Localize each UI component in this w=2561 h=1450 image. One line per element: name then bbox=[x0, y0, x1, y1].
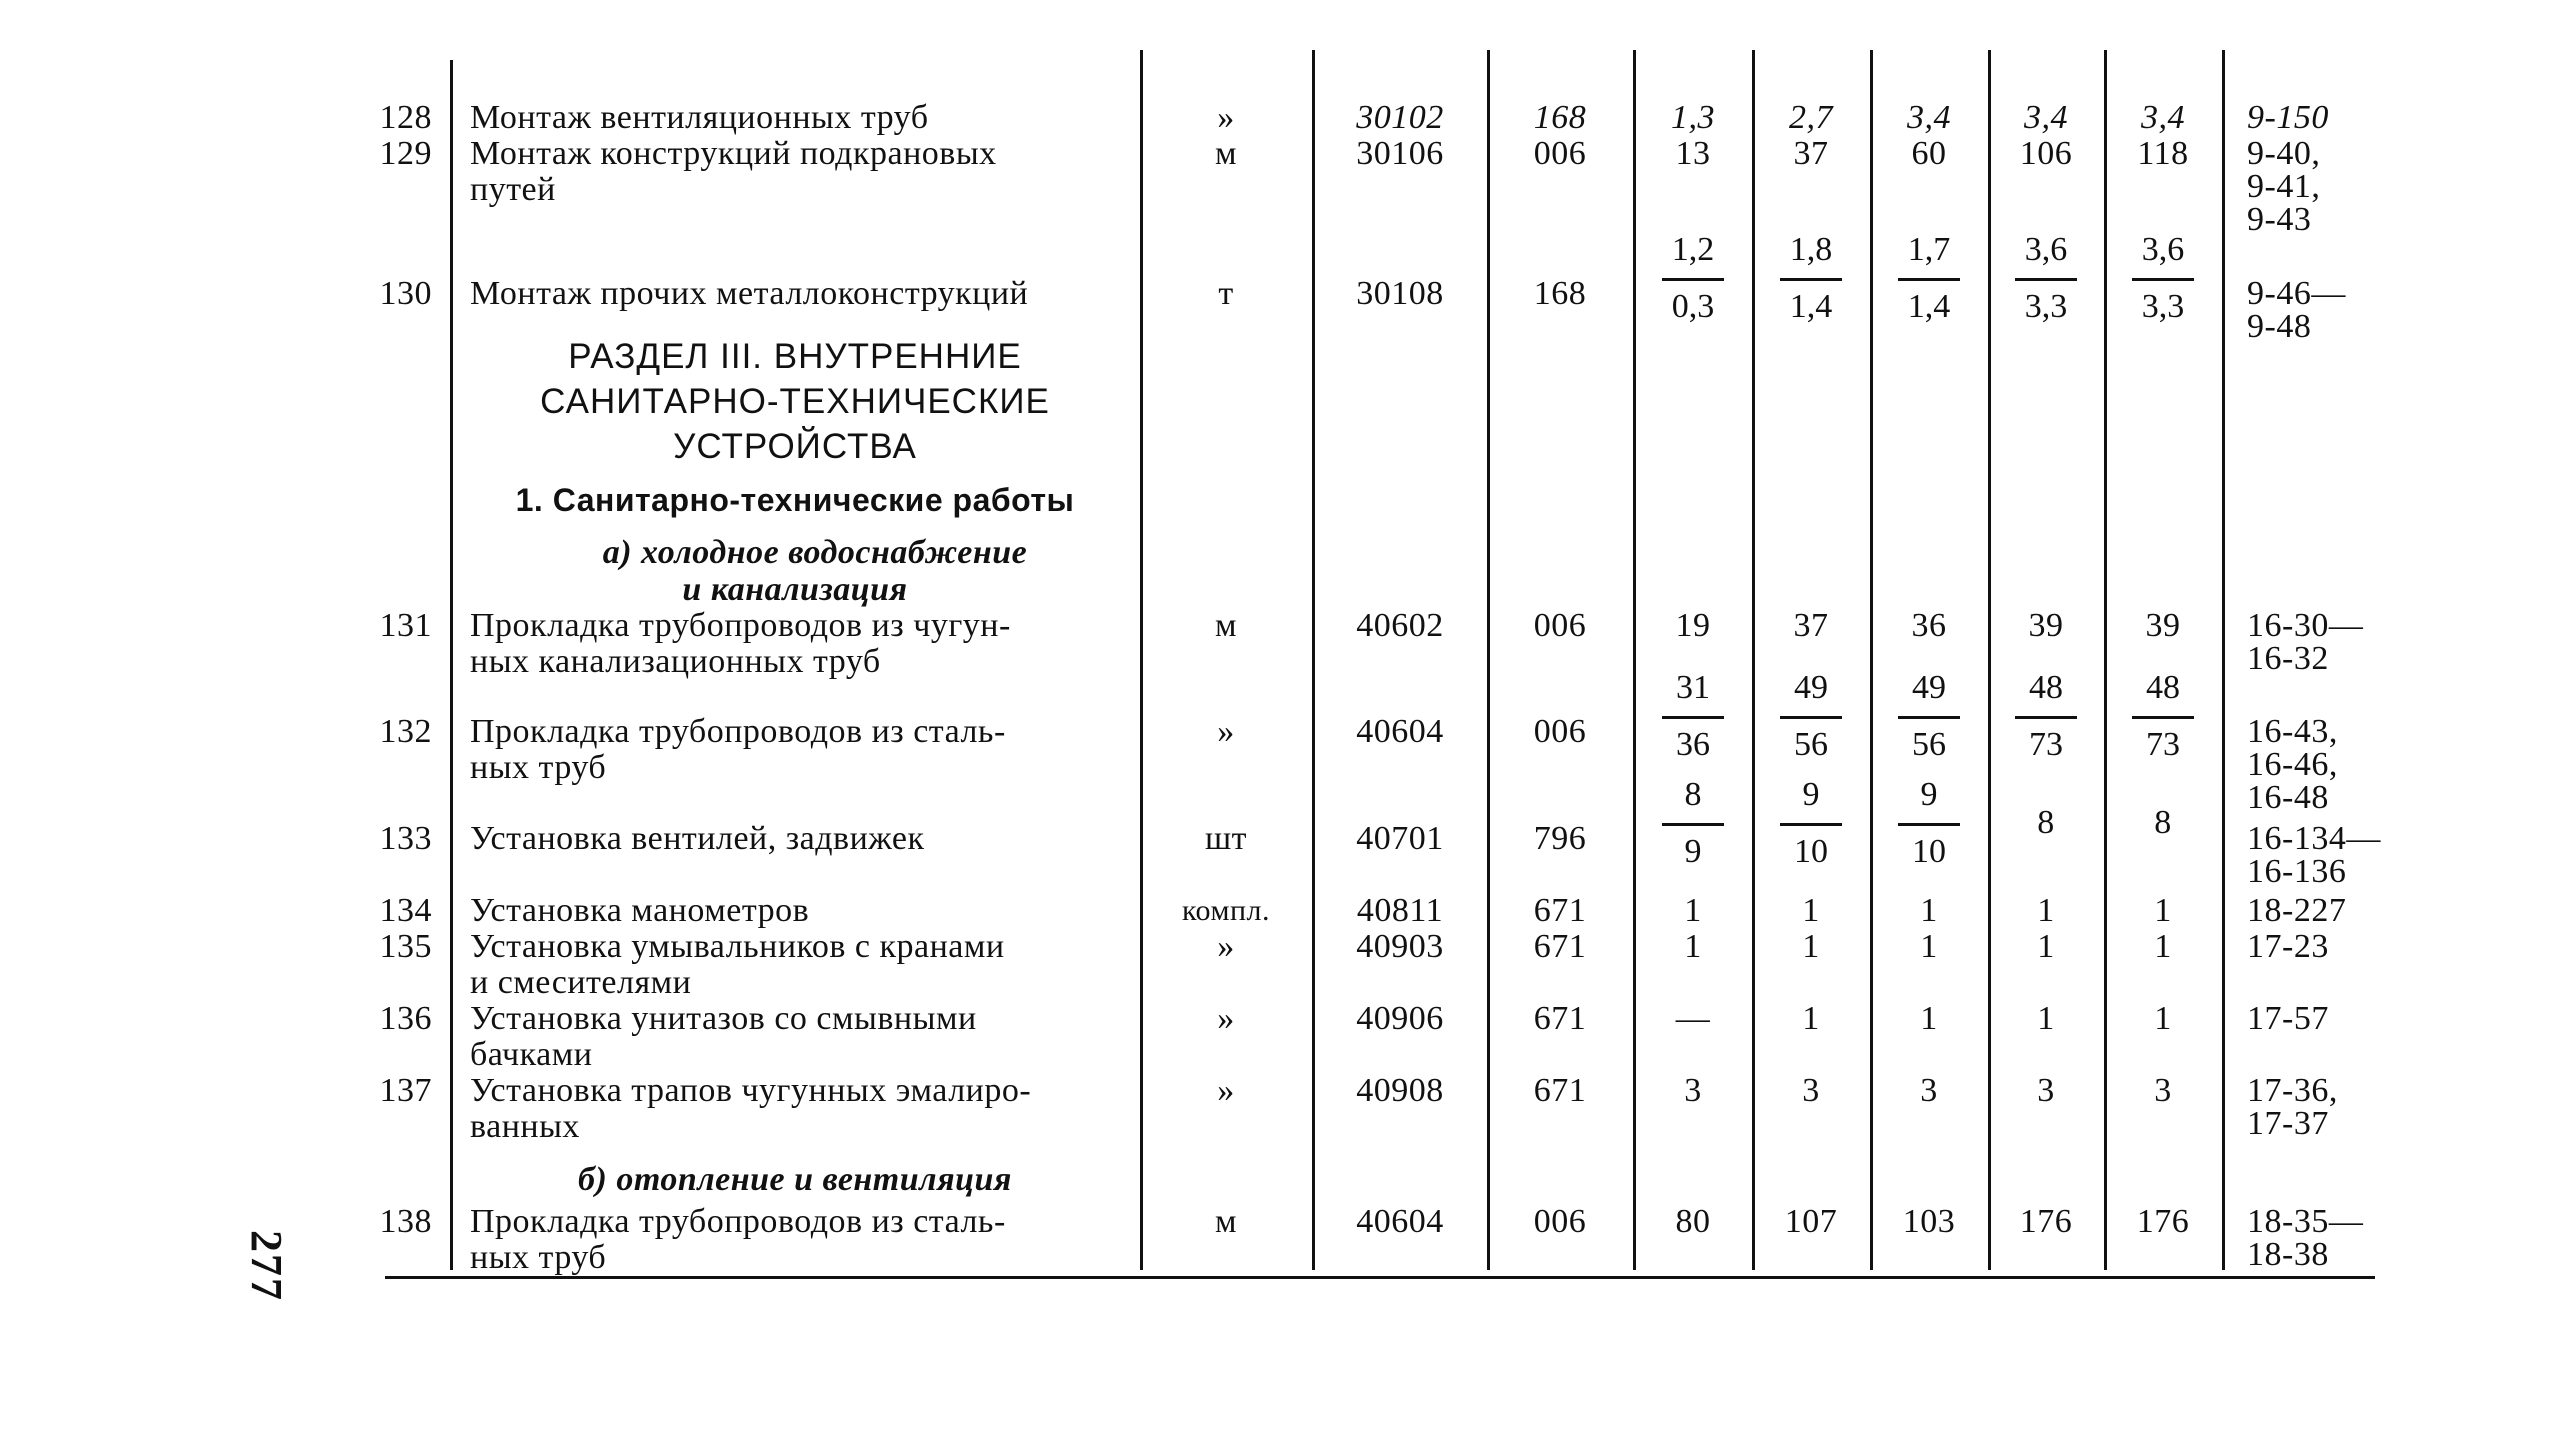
row-value: 1 bbox=[2037, 892, 2055, 929]
row-value: 1 bbox=[1920, 928, 1938, 965]
row-description: Установка манометров bbox=[470, 892, 810, 929]
row-code: 40604 bbox=[1356, 1203, 1444, 1240]
row-code: 40602 bbox=[1356, 607, 1444, 644]
row-value: 107 bbox=[1784, 1203, 1838, 1240]
row-value: 1 bbox=[2037, 928, 2055, 965]
row-description: Монтаж конструкций подкрановых bbox=[470, 135, 997, 172]
row-fraction-value bbox=[2001, 232, 2091, 325]
row-description: Установка унитазов со смывными bbox=[470, 1000, 977, 1037]
fraction-numerator: 8 bbox=[1684, 776, 1702, 813]
row-description: Установка трапов чугунных эмалиро- bbox=[470, 1072, 1032, 1109]
row-number: 131 bbox=[379, 607, 432, 644]
row-unit: шт bbox=[1204, 820, 1248, 857]
row-description: Установка вентилей, задвижек bbox=[470, 820, 925, 857]
row-number: 128 bbox=[379, 99, 432, 136]
row-value: 3 bbox=[1920, 1072, 1938, 1109]
fraction-numerator: 48 bbox=[2146, 669, 2180, 706]
row-value: 1 bbox=[1802, 1000, 1820, 1037]
row-value: 36 bbox=[1911, 607, 1947, 644]
row-unit: т bbox=[1218, 275, 1234, 312]
row-value: 80 bbox=[1675, 1203, 1711, 1240]
table-bottom-rule bbox=[385, 1276, 2375, 1279]
row-fraction-value bbox=[1766, 232, 1856, 325]
row-code: 30108 bbox=[1356, 275, 1444, 312]
row-value: 39 bbox=[2145, 607, 2181, 644]
row-description: Монтаж вентиляционных труб bbox=[470, 99, 929, 136]
row-code: 30106 bbox=[1356, 135, 1444, 172]
row-fraction-value bbox=[2001, 670, 2091, 763]
row-value: 2,7 bbox=[1789, 99, 1833, 136]
fraction-denominator: 3,3 bbox=[2024, 288, 2068, 325]
row-reference: 17-36, bbox=[2247, 1072, 2338, 1109]
row-number: 135 bbox=[379, 928, 432, 965]
fraction-denominator: 73 bbox=[2029, 726, 2063, 763]
row-value: 37 bbox=[1793, 607, 1829, 644]
fraction-numerator: 48 bbox=[2029, 669, 2063, 706]
row-fraction-value bbox=[1884, 777, 1974, 870]
row-reference: 9-48 bbox=[2247, 308, 2312, 345]
row-value: — bbox=[1675, 1000, 1711, 1037]
row-value: 19 bbox=[1675, 607, 1711, 644]
row-reference: 17-57 bbox=[2247, 1000, 2329, 1037]
fraction-bar bbox=[1662, 278, 1724, 281]
row-description: ных канализационных труб bbox=[470, 643, 881, 680]
row-value: 118 bbox=[2137, 135, 2189, 172]
row-value: 8 bbox=[2154, 804, 2172, 841]
column-rule-v5 bbox=[2222, 50, 2225, 1270]
row-description: Монтаж прочих металлоконструкций bbox=[470, 275, 1029, 312]
row-value: 1 bbox=[2154, 1000, 2172, 1037]
group-b-heading: б) отопление и вентиляция bbox=[578, 1161, 1012, 1198]
row-code: 40811 bbox=[1356, 892, 1444, 929]
fraction-numerator: 3,6 bbox=[2024, 231, 2068, 268]
row-value: 106 bbox=[2019, 135, 2073, 172]
row-value: 1 bbox=[1802, 892, 1820, 929]
row-reference: 17-37 bbox=[2247, 1105, 2329, 1142]
fraction-denominator: 56 bbox=[1794, 726, 1828, 763]
column-rule-description bbox=[1140, 50, 1143, 1270]
row-description: Прокладка трубопроводов из чугун- bbox=[470, 607, 1011, 644]
row-unit: » bbox=[1217, 1000, 1235, 1037]
fraction-denominator: 0,3 bbox=[1671, 288, 1715, 325]
row-category: 671 bbox=[1533, 1072, 1587, 1109]
fraction-bar bbox=[2015, 278, 2077, 281]
row-fraction-value bbox=[1884, 670, 1974, 763]
row-number: 134 bbox=[379, 892, 432, 929]
row-value: 1 bbox=[2154, 892, 2172, 929]
fraction-bar bbox=[2015, 716, 2077, 719]
group-a-heading-line-1: а) холодное водоснабжение bbox=[602, 534, 1028, 571]
row-reference: 9-41, bbox=[2247, 168, 2321, 205]
row-number: 137 bbox=[379, 1072, 432, 1109]
row-description: ных труб bbox=[470, 1239, 607, 1276]
row-reference: 16-48 bbox=[2247, 779, 2329, 816]
fraction-bar bbox=[1898, 823, 1960, 826]
page-number: 277 bbox=[242, 1230, 291, 1302]
fraction-denominator: 36 bbox=[1676, 726, 1710, 763]
row-description: ванных bbox=[470, 1108, 580, 1145]
row-value: 3 bbox=[1802, 1072, 1820, 1109]
fraction-numerator: 31 bbox=[1676, 669, 1710, 706]
row-number: 129 bbox=[379, 135, 432, 172]
fraction-denominator: 1,4 bbox=[1789, 288, 1833, 325]
column-rule-category bbox=[1633, 50, 1636, 1270]
fraction-numerator: 1,7 bbox=[1907, 231, 1951, 268]
fraction-numerator: 1,8 bbox=[1789, 231, 1833, 268]
row-reference: 16-136 bbox=[2247, 853, 2347, 890]
subheading: 1. Санитарно-технические работы bbox=[515, 482, 1075, 518]
fraction-denominator: 10 bbox=[1912, 833, 1946, 870]
fraction-bar bbox=[1898, 716, 1960, 719]
fraction-numerator: 9 bbox=[1802, 776, 1820, 813]
fraction-bar bbox=[1898, 278, 1960, 281]
row-category: 671 bbox=[1533, 928, 1587, 965]
row-value: 60 bbox=[1911, 135, 1947, 172]
row-reference: 9-43 bbox=[2247, 201, 2312, 238]
row-value: 3 bbox=[2154, 1072, 2172, 1109]
row-category: 671 bbox=[1533, 1000, 1587, 1037]
row-value: 103 bbox=[1902, 1203, 1956, 1240]
fraction-bar bbox=[1780, 716, 1842, 719]
row-unit: » bbox=[1217, 1072, 1235, 1109]
fraction-bar bbox=[2132, 278, 2194, 281]
row-category: 796 bbox=[1533, 820, 1587, 857]
fraction-bar bbox=[2132, 716, 2194, 719]
fraction-bar bbox=[1662, 716, 1724, 719]
row-value: 13 bbox=[1675, 135, 1711, 172]
fraction-numerator: 3,6 bbox=[2141, 231, 2185, 268]
row-value: 176 bbox=[2136, 1203, 2190, 1240]
row-description: Установка умывальников с кранами bbox=[470, 928, 1005, 965]
row-description: ных труб bbox=[470, 749, 607, 786]
row-reference: 16-43, bbox=[2247, 713, 2338, 750]
row-unit: » bbox=[1217, 928, 1235, 965]
row-code: 40604 bbox=[1356, 713, 1444, 750]
row-value: 3,4 bbox=[2024, 99, 2068, 136]
row-number: 133 bbox=[379, 820, 432, 857]
row-value: 1,3 bbox=[1671, 99, 1715, 136]
row-reference: 18-227 bbox=[2247, 892, 2347, 929]
row-fraction-value bbox=[2118, 232, 2208, 325]
row-category: 006 bbox=[1533, 607, 1587, 644]
row-code: 40701 bbox=[1356, 820, 1444, 857]
row-reference: 18-35— bbox=[2247, 1203, 2364, 1240]
row-reference: 17-23 bbox=[2247, 928, 2329, 965]
row-unit: » bbox=[1217, 99, 1235, 136]
fraction-denominator: 73 bbox=[2146, 726, 2180, 763]
row-code: 40903 bbox=[1356, 928, 1444, 965]
row-value: 1 bbox=[1920, 1000, 1938, 1037]
fraction-bar bbox=[1780, 823, 1842, 826]
row-unit: м bbox=[1214, 1203, 1237, 1240]
row-unit: м bbox=[1214, 135, 1237, 172]
row-value: 1 bbox=[1684, 928, 1702, 965]
fraction-denominator: 9 bbox=[1684, 833, 1702, 870]
fraction-bar bbox=[1780, 278, 1842, 281]
row-code: 40906 bbox=[1356, 1000, 1444, 1037]
row-value: 1 bbox=[1684, 892, 1702, 929]
row-value: 1 bbox=[2154, 928, 2172, 965]
row-reference: 16-32 bbox=[2247, 640, 2329, 677]
row-reference: 9-46— bbox=[2247, 275, 2346, 312]
row-code: 30102 bbox=[1356, 99, 1444, 136]
row-category: 006 bbox=[1533, 713, 1587, 750]
row-description: Прокладка трубопроводов из сталь- bbox=[470, 1203, 1006, 1240]
row-number: 138 bbox=[379, 1203, 432, 1240]
column-rule-number bbox=[450, 60, 453, 1270]
row-fraction-value bbox=[1766, 777, 1856, 870]
row-description: бачками bbox=[470, 1036, 593, 1073]
row-value: 3 bbox=[1684, 1072, 1702, 1109]
row-fraction-value bbox=[2118, 670, 2208, 763]
row-value: 3 bbox=[2037, 1072, 2055, 1109]
fraction-bar bbox=[1662, 823, 1724, 826]
row-value: 1 bbox=[1802, 928, 1820, 965]
fraction-denominator: 1,4 bbox=[1907, 288, 1951, 325]
column-rule-v1 bbox=[1752, 50, 1755, 1270]
row-description: путей bbox=[470, 171, 556, 208]
fraction-numerator: 49 bbox=[1794, 669, 1828, 706]
row-number: 136 bbox=[379, 1000, 432, 1037]
row-value: 3,4 bbox=[1907, 99, 1951, 136]
row-value: 37 bbox=[1793, 135, 1829, 172]
fraction-numerator: 49 bbox=[1912, 669, 1946, 706]
column-rule-v2 bbox=[1870, 50, 1873, 1270]
row-fraction-value bbox=[1884, 232, 1974, 325]
fraction-denominator: 3,3 bbox=[2141, 288, 2185, 325]
row-value: 3,4 bbox=[2141, 99, 2185, 136]
row-reference: 16-134— bbox=[2247, 820, 2381, 857]
row-reference: 18-38 bbox=[2247, 1236, 2329, 1273]
column-rule-unit bbox=[1312, 50, 1315, 1270]
group-a-heading-line-2: и канализация bbox=[682, 571, 908, 608]
section-heading-line-3: УСТРОЙСТВА bbox=[673, 427, 917, 466]
row-fraction-value bbox=[1766, 670, 1856, 763]
fraction-numerator: 1,2 bbox=[1671, 231, 1715, 268]
column-rule-v4 bbox=[2104, 50, 2107, 1270]
row-fraction-value bbox=[1648, 232, 1738, 325]
row-category: 006 bbox=[1533, 1203, 1587, 1240]
row-value: 176 bbox=[2019, 1203, 2073, 1240]
row-unit: м bbox=[1214, 607, 1237, 644]
row-category: 006 bbox=[1533, 135, 1587, 172]
row-description: и смесителями bbox=[470, 964, 692, 1001]
row-reference: 9-150 bbox=[2247, 99, 2329, 136]
row-category: 671 bbox=[1533, 892, 1587, 929]
column-rule-code bbox=[1487, 50, 1490, 1270]
row-fraction-value bbox=[1648, 670, 1738, 763]
row-number: 132 bbox=[379, 713, 432, 750]
fraction-numerator: 9 bbox=[1920, 776, 1938, 813]
row-reference: 9-40, bbox=[2247, 135, 2321, 172]
row-category: 168 bbox=[1533, 99, 1587, 136]
row-fraction-value bbox=[1648, 777, 1738, 870]
row-description: Прокладка трубопроводов из сталь- bbox=[470, 713, 1006, 750]
row-value: 8 bbox=[2037, 804, 2055, 841]
section-heading-line-1: РАЗДЕЛ III. ВНУТРЕННИЕ bbox=[568, 337, 1022, 376]
row-unit: » bbox=[1217, 713, 1235, 750]
row-category: 168 bbox=[1533, 275, 1587, 312]
row-unit: компл. bbox=[1182, 894, 1270, 927]
section-heading-line-2: САНИТАРНО-ТЕХНИЧЕСКИЕ bbox=[540, 382, 1050, 421]
row-reference: 16-46, bbox=[2247, 746, 2338, 783]
fraction-denominator: 10 bbox=[1794, 833, 1828, 870]
row-reference: 16-30— bbox=[2247, 607, 2364, 644]
row-value: 39 bbox=[2028, 607, 2064, 644]
fraction-denominator: 56 bbox=[1912, 726, 1946, 763]
row-value: 1 bbox=[1920, 892, 1938, 929]
row-number: 130 bbox=[379, 275, 432, 312]
row-code: 40908 bbox=[1356, 1072, 1444, 1109]
row-value: 1 bbox=[2037, 1000, 2055, 1037]
